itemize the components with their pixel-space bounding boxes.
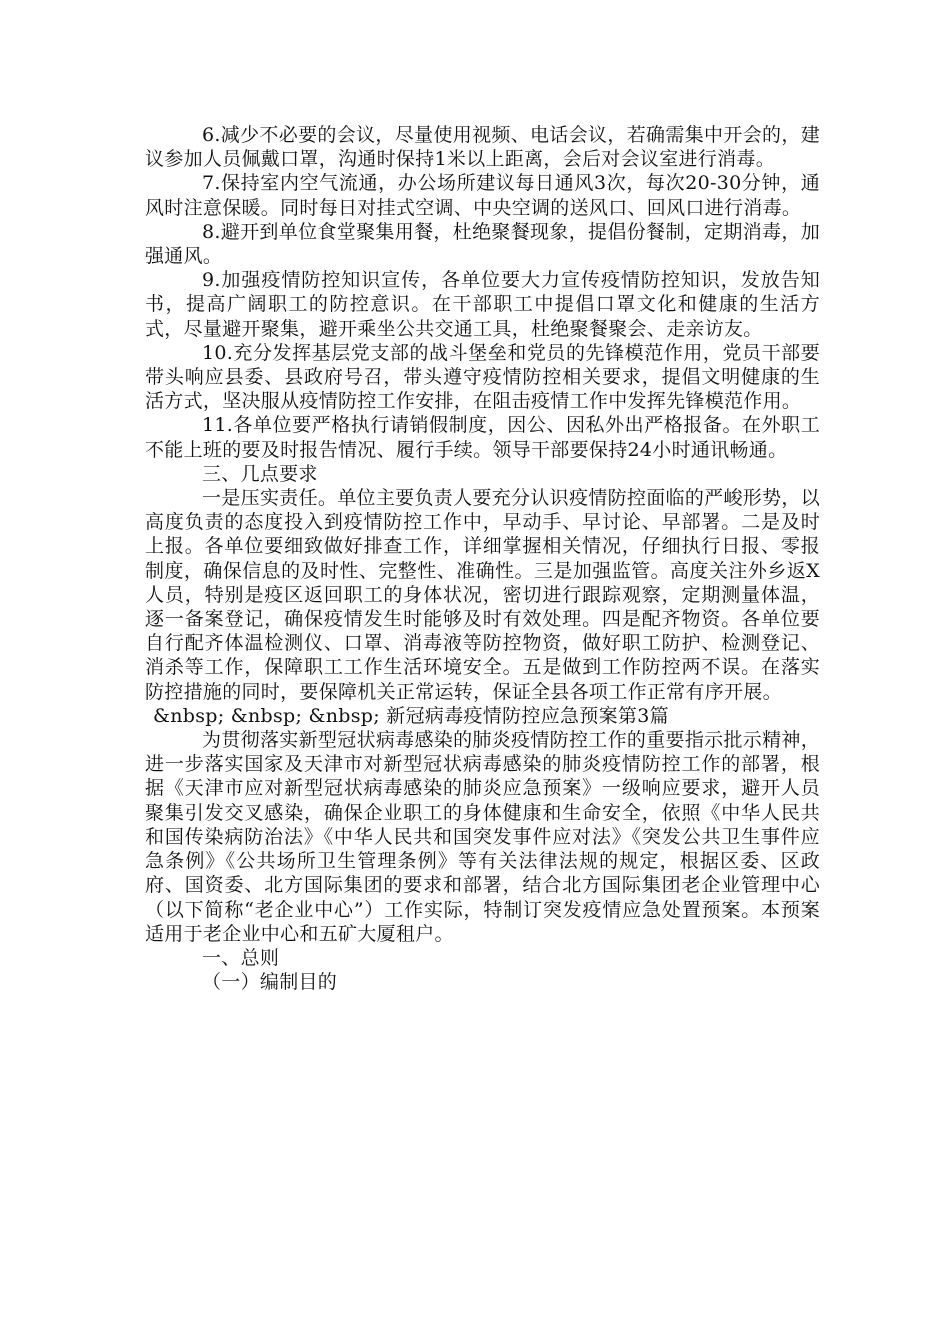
paragraph-intro: 为贯彻落实新型冠状病毒感染的肺炎疫情防控工作的重要指示批示精神，进一步落实国家及天津市对新型冠状病毒感染的肺炎疫情防控工作的部署，根据《天津市应对新型冠状病毒感染的肺炎应急预案》一级响应要求，避开人员聚集引发交叉感染，确保企业职工的身体健康和生命安全，依照《中华人民共和国传染病防治法》《中华人民共和国突发事件应对法》《突发公共卫生事件应急条例》《公共场所卫生管理条例》等有关法律法规的规定，根据区委、区政府、国资委、北方国际集团的要求和部署，结合北方国际集团老企业管理中心（以下简称“老企业中心”）工作实际，特制订突发疫情应急处置预案。本预案适用于老企业中心和五矿大厦租户。 (145, 729, 820, 945)
paragraph-item-8: 8.避开到单位食堂聚集用餐，杜绝聚餐现象，提倡份餐制，定期消毒，加强通风。 (145, 220, 820, 268)
document-body (145, 123, 820, 994)
paragraph-requirements: 一是压实责任。单位主要负责人要充分认识疫情防控面临的严峻形势，以高度负责的态度投入到疫情防控工作中，早动手、早讨论、早部署。二是及时上报。各单位要细致做好排查工作，详细掌握相关情况，仔细执行日报、零报制度，确保信息的及时性、完整性、准确性。三是加强监管。高度关注外乡返X人员，特别是疫区返回职工的身体状况，密切进行跟踪观察，定期测量体温，逐一备案登记，确保疫情发生时能够及时有效处理。四是配齐物资。各单位要自行配齐体温检测仪、口罩、消毒液等防控物资，做好职工防护、检测登记、消杀等工作，保障职工工作生活环境安全。五是做到工作防控两不误。在落实防控措施的同时，要保障机关正常运转，保证全县各项工作正常有序开展。 (145, 487, 820, 703)
paragraph-item-6: 6.减少不必要的会议，尽量使用视频、电话会议，若确需集中开会的，建议参加人员佩戴口罩，沟通时保持1米以上距离，会后对会议室进行消毒。 (145, 124, 820, 171)
paragraph-item-9: 9.加强疫情防控知识宣传，各单位要大力宣传疫情防控知识，发放告知书，提高广阔职工的防控意识。在干部职工中提倡口罩文化和健康的生活方式，尽量避开聚集，避开乘坐公共交通工具，杜绝聚餐聚会、走亲访友。 (145, 269, 820, 340)
section-heading-general: 一、总则 (202, 946, 280, 969)
chapter-title: &nbsp; &nbsp; &nbsp; 新冠病毒疫情防控应急预案第3篇 (153, 704, 669, 727)
section-heading-requirements: 三、几点要求 (202, 462, 318, 485)
subsection-heading-purpose: （一）编制目的 (202, 971, 338, 994)
paragraph-item-11: 11.各单位要严格执行请销假制度，因公、因私外出严格报备。在外职工不能上班的要及时报告情况、履行手续。领导干部要保持24小时通讯畅通。 (145, 414, 820, 461)
paragraph-item-10: 10.充分发挥基层党支部的战斗堡垒和党员的先锋模范作用，党员干部要带头响应县委、县政府号召，带头遵守疫情防控相关要求，提倡文明健康的生活方式，坚决服从疫情防控工作安排，在阻击疫情工作中发挥先锋模范作用。 (145, 341, 820, 413)
paragraph-item-7: 7.保持室内空气流通，办公场所建议每日通风3次，每次20-30分钟，通风时注意保暖。同时每日对挂式空调、中央空调的送风口、回风口进行消毒。 (145, 172, 820, 219)
